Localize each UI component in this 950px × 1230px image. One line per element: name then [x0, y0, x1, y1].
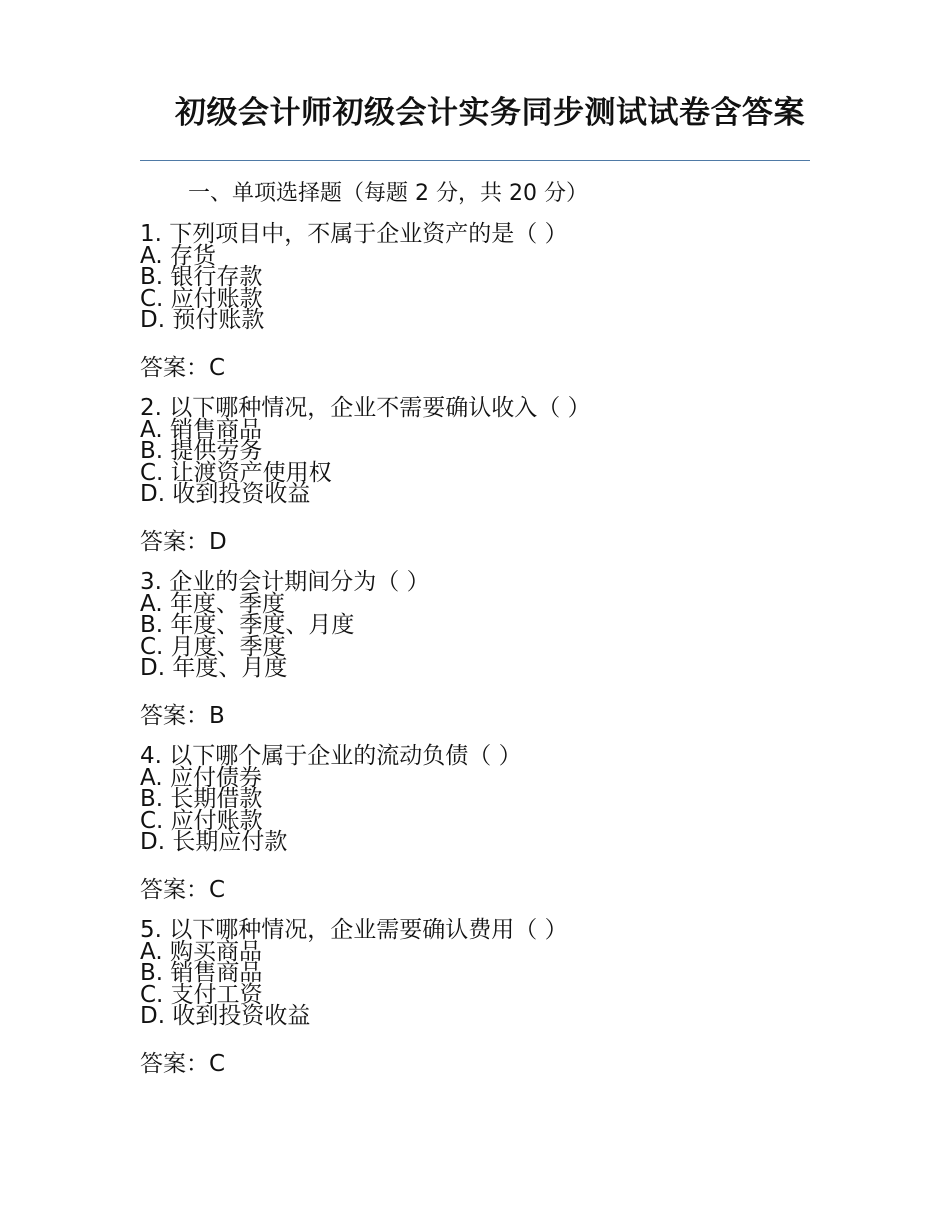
option-c: C. 月度、季度: [140, 633, 286, 660]
question-stem: 4. 以下哪个属于企业的流动负债（ ）: [140, 743, 522, 769]
option-d: D. 长期应付款: [140, 829, 288, 855]
answer-line: 答案：C: [140, 355, 226, 381]
option-list: [140, 416, 810, 507]
option-a: A. 应付债券: [140, 764, 262, 791]
question-stem: 3. 企业的会计期间分为（ ）: [140, 569, 430, 595]
section-heading: 一、单项选择题（每题 2 分，共 20 分）: [188, 181, 588, 206]
answer-line: 答案：C: [140, 877, 226, 903]
option-d: D. 预付账款: [140, 307, 265, 333]
option-list: [140, 764, 810, 855]
option-b: B. 年度、季度、月度: [140, 612, 355, 638]
option-a: A. 购买商品: [140, 938, 262, 965]
option-c: C. 应付账款: [140, 285, 263, 312]
option-d: D. 年度、月度: [140, 655, 288, 681]
title-divider: [140, 160, 810, 161]
page-title: 初级会计师初级会计实务同步测试试卷含答案: [175, 95, 805, 131]
option-b: B. 销售商品: [140, 960, 263, 986]
option-b: B. 长期借款: [140, 786, 263, 812]
question-stem: 1. 下列项目中，不属于企业资产的是（ ）: [140, 221, 568, 247]
option-a: A. 存货: [140, 242, 216, 269]
option-a: A. 年度、季度: [140, 590, 285, 617]
option-a: A. 销售商品: [140, 416, 262, 443]
option-b: B. 银行存款: [140, 264, 263, 290]
option-list: [140, 590, 810, 681]
option-b: B. 提供劳务: [140, 438, 263, 464]
option-d: D. 收到投资收益: [140, 481, 311, 507]
question-2: [140, 395, 810, 572]
question-3: [140, 569, 810, 746]
question-list: [140, 221, 810, 1094]
option-c: C. 让渡资产使用权: [140, 459, 332, 486]
question-5: [140, 917, 810, 1094]
option-c: C. 支付工资: [140, 981, 263, 1008]
answer-line: 答案：B: [140, 703, 225, 729]
answer-line: 答案：D: [140, 529, 227, 555]
question-stem: 2. 以下哪种情况，企业不需要确认收入（ ）: [140, 395, 591, 421]
option-c: C. 应付账款: [140, 807, 263, 834]
question-stem: 5. 以下哪种情况，企业需要确认费用（ ）: [140, 917, 568, 943]
answer-line: 答案：C: [140, 1051, 226, 1077]
question-4: [140, 743, 810, 920]
option-list: [140, 242, 810, 333]
question-1: [140, 221, 810, 398]
option-d: D. 收到投资收益: [140, 1003, 311, 1029]
option-list: [140, 938, 810, 1029]
